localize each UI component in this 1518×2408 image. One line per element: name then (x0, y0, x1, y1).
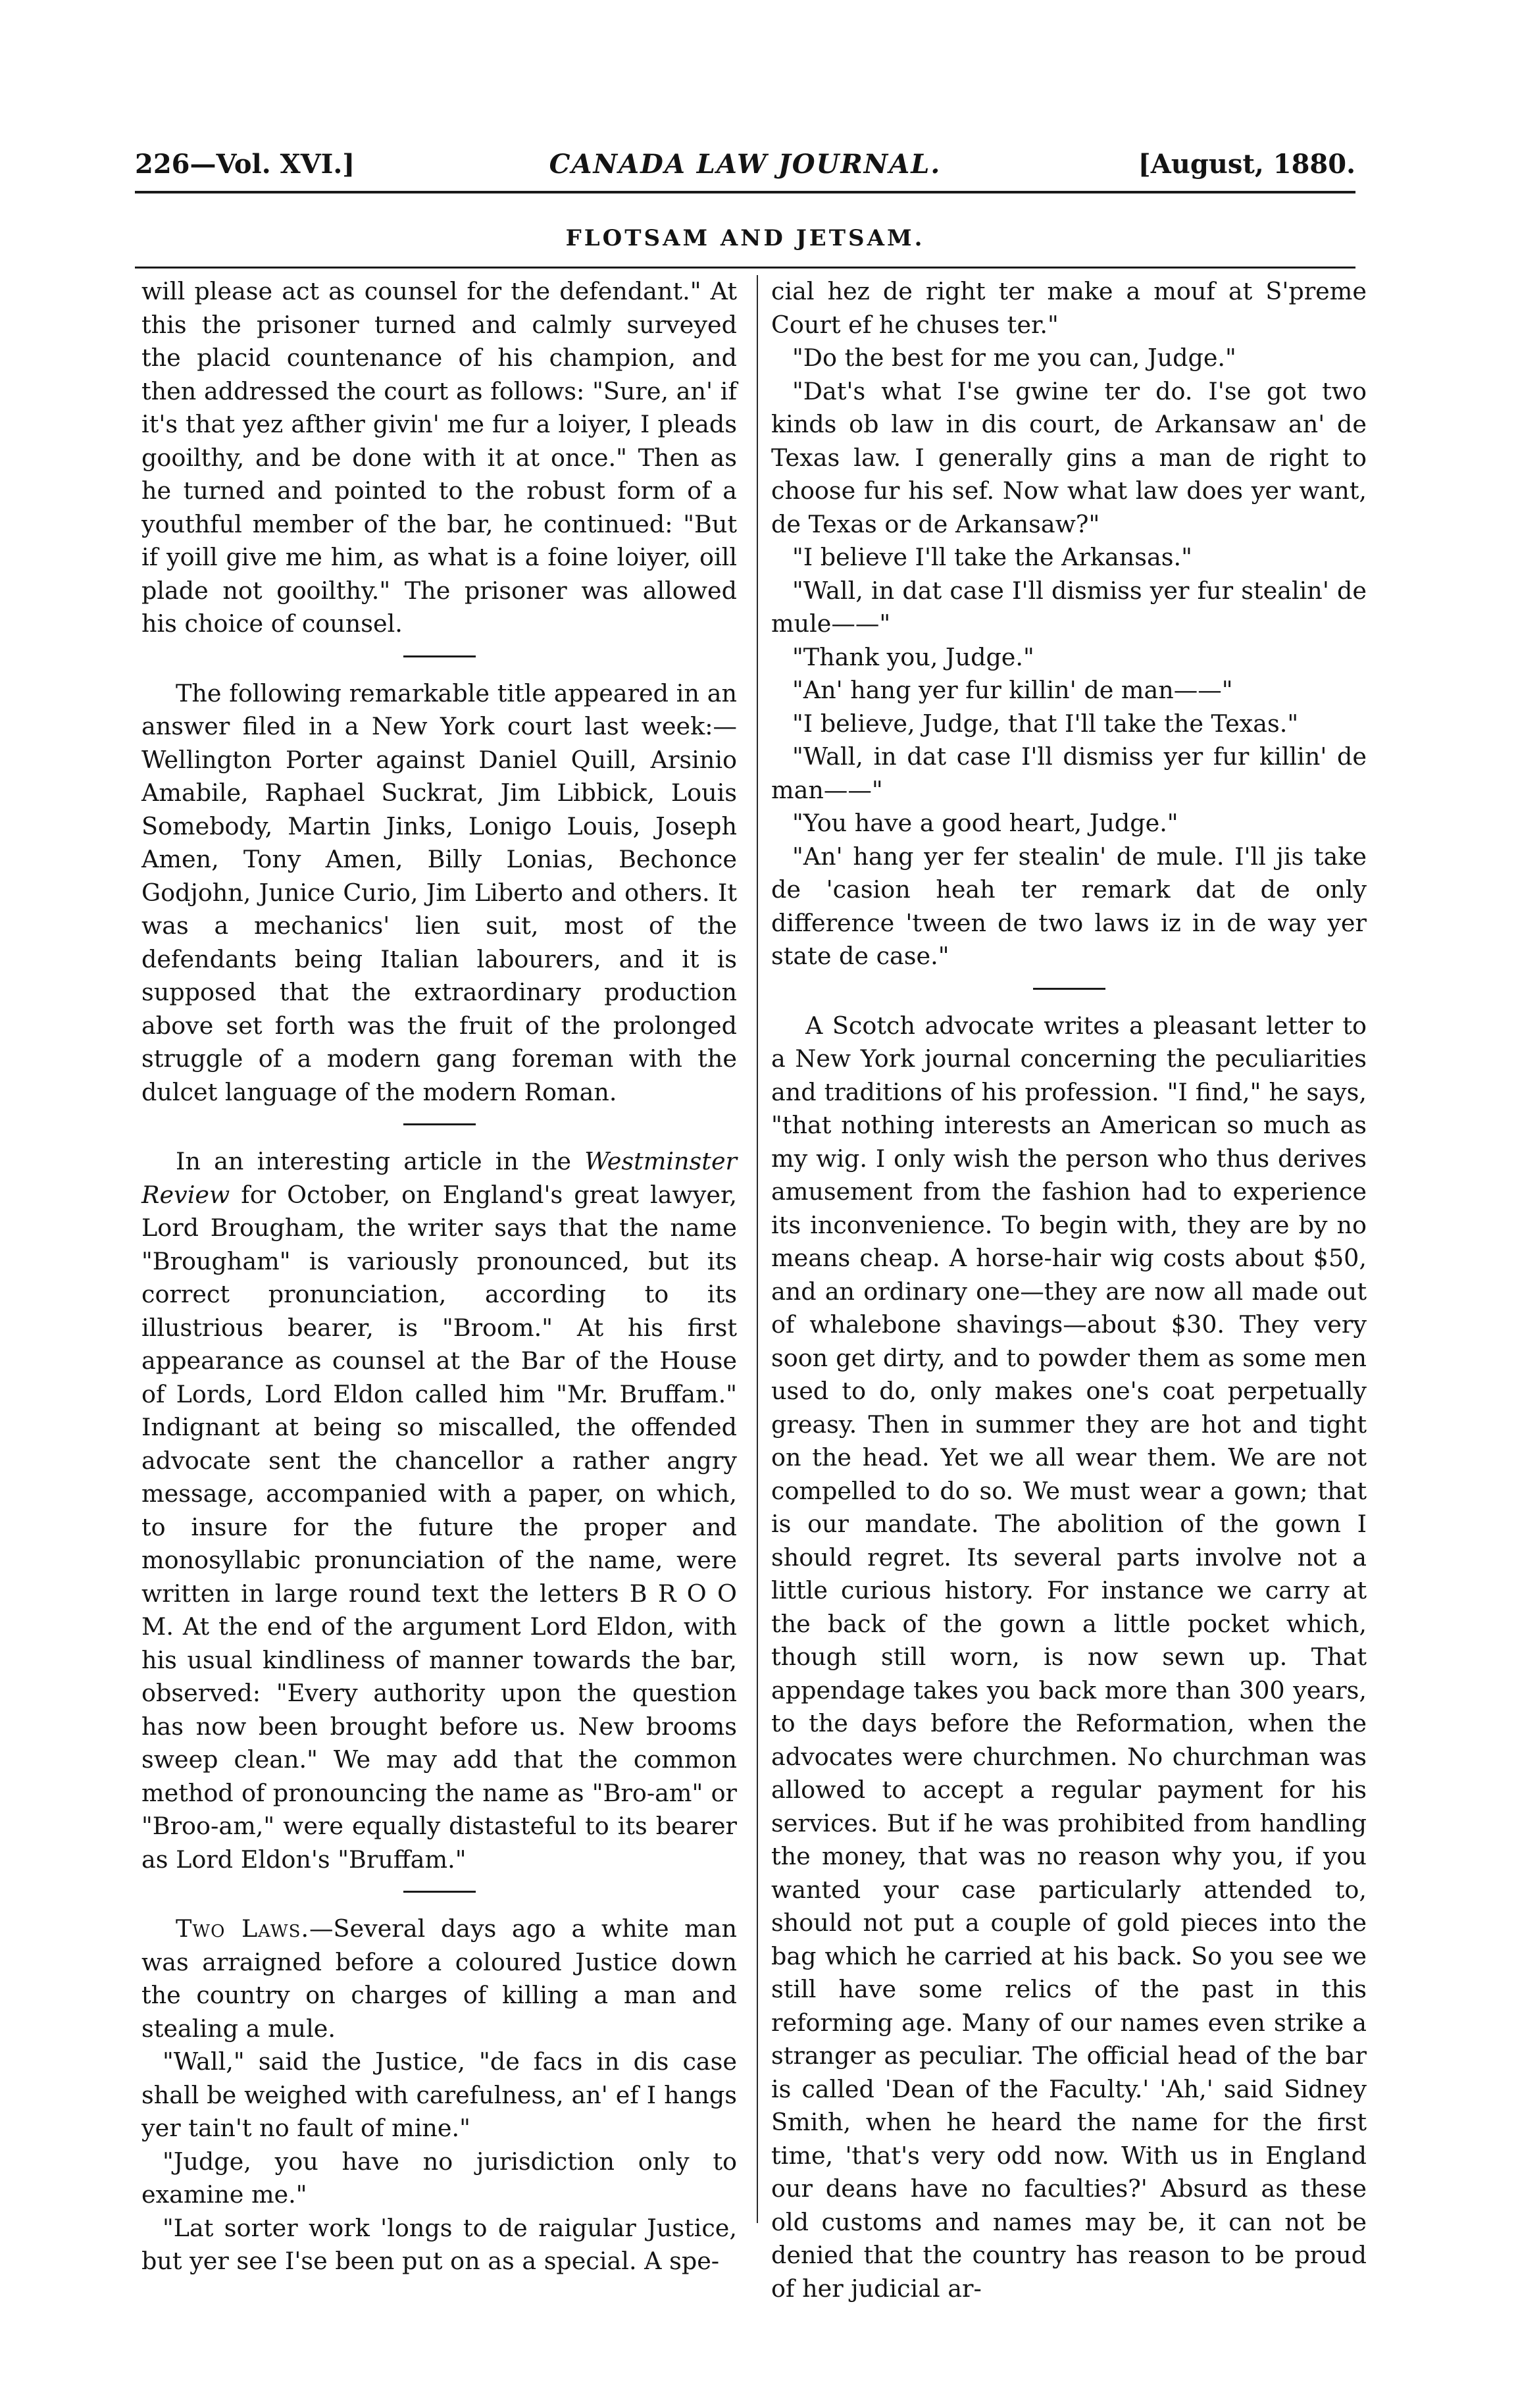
separator-rule (1033, 988, 1105, 990)
section-title: FLOTSAM AND JETSAM. (565, 225, 925, 251)
separator-rule (403, 1123, 476, 1125)
paragraph-dialogue: "I believe I'll take the Arkansas." (792, 543, 1192, 571)
paragraph-dialogue: "Thank you, Judge." (792, 642, 1034, 671)
brougham-text-a: In an interesting article in the (176, 1147, 585, 1175)
two-laws-heading: Two Laws. (176, 1914, 310, 1943)
paragraph-dialogue: "Wall, in dat case I'll dismiss yer fur killin' de man——" (771, 742, 1367, 804)
paragraph-dialogue: "Judge, you have no jurisdiction only to examine me." (141, 2147, 737, 2209)
paragraph-dialogue: "An' hang yer fer stealin' de mule. I'll jis take de 'casion heah ter remark dat de only difference 'tween de two laws iz in de way yer state de case." (771, 842, 1367, 970)
left-column (141, 275, 737, 2275)
paragraph-dialogue: "An' hang yer fur killin' de man——" (792, 676, 1233, 704)
paragraph-dialogue: "You have a good heart, Judge." (792, 809, 1178, 837)
brougham-text-b: for October, on England's great lawyer, Lord Brougham, the writer says that the name "Brougham" is variously pronounced, but its correct pronunciation, according to its illustrious bearer, is "Broom." At his first appearance as counsel at the Bar of the House of Lords, Lord Eldon called him "Mr. Bruffam." Indignant at being so miscalled, the offended advocate sent the chancellor a rather angry message, accompanied with a paper, on which, to insure for the future the proper and monosyllabic pronunciation of the name, were written in large round text the letters B R O O M. At the end of the argument Lord Eldon, with his usual kindliness of manner towards the bar, observed: "Every authority upon the question has now been brought before us. New brooms sweep clean." We may add that the common method of pronouncing the name as "Bro-am" or "Broo-am," were equally distasteful to its bearer as Lord Eldon's "Bruffam." (141, 1180, 737, 1874)
paragraph-two-laws (141, 1912, 737, 2045)
right-column (771, 275, 1367, 2303)
paragraph-scotch-advocate: A Scotch advocate writes a pleasant letter to a New York journal concerning the peculiarities and traditions of his profession. "I find," he says, "that nothing interests an American so much as my wig. I only wish the person who thus derives amusement from the fashion had to experience its inconvenience. To begin with, they are by no means cheap. A horse-hair wig costs about $50, and an ordinary one—they are now all made out of whalebone shavings—about $30. They very soon get dirty, and to powder them as some men used to do, only makes one's coat perpetually greasy. Then in summer they are hot and tight on the head. Yet we all wear them. We are not compelled to do so. We must wear a gown; that is our mandate. The abolition of the gown I should regret. Its several parts involve not a little curious history. For instance we carry at the back of the gown a little pocket which, though still worn, is now sewn up. That appendage takes you back more than 300 years, to the days before the Reformation, when the advocates were churchmen. No churchman was allowed to accept a regular payment for his services. But if he was prohibited from handling the money, that was no reason why you, if you wanted your case particularly attended to, should not put a couple of gold pieces into the bag which he carried at his back. So you see we still have some relics of the past in this reforming age. Many of our names even strike a stranger as peculiar. The official head of the bar is called 'Dean of the Faculty.' 'Ah,' said Sidney Smith, when he heard the name for the first time, 'that's very odd now. With us in England our deans have no faculties?' Absurd as these old customs and names may be, it can not be denied that the country has reason to be proud of her judicial ar- (771, 1011, 1367, 2303)
running-head (135, 146, 1355, 186)
paragraph-dialogue: "Wall," said the Justice, "de facs in dis case shall be weighed with carefulness, an' ef I hangs yer tain't no fault of mine." (141, 2047, 737, 2142)
separator-rule (403, 1891, 476, 1893)
paragraph-dialogue: "I believe, Judge, that I'll take the Texas." (792, 709, 1299, 738)
westminster-review-title: Westminster Review (141, 1147, 737, 1209)
section-rule (135, 267, 1355, 269)
issue-date: [August, 1880. (1138, 149, 1355, 180)
page-volume: 226—Vol. XVI.] (135, 149, 355, 180)
paragraph-dialogue: "Wall, in dat case I'll dismiss yer fur stealin' de mule——" (771, 576, 1367, 638)
two-laws-text: —Several days ago a white man was arraigned before a coloured Justice down the country on charges of killing a man and stealing a mule. (141, 1914, 737, 2043)
paragraph-dialogue: "Do the best for me you can, Judge." (792, 344, 1236, 372)
journal-title: CANADA LAW JOURNAL. (549, 149, 942, 180)
paragraph-dialogue: "Dat's what I'se gwine ter do. I'se got two kinds ob law in dis court, de Arkansaw an' de Texas law. I generally gins a man de right to choose fur his sef. Now what law does yer want, de Texas or de Arkansaw?" (771, 376, 1367, 538)
paragraph-dialogue: "Lat sorter work 'longs to de raigular Justice, but yer see I'se been put on as a special. A spe- (141, 2213, 737, 2275)
separator-rule (403, 655, 476, 657)
header-rule (135, 191, 1355, 193)
paragraph-dialogue-cont: cial hez de right ter make a mouf at S'preme Court ef he chuses ter." (771, 277, 1367, 339)
paragraph-counsel-end: will please act as counsel for the defendant." At this the prisoner turned and calmly surveyed the placid countenance of his champion, and then addressed the court as follows: "Sure, an' if it's that yez afther givin' me fur a loiyer, I pleads gooilthy, and be done with it at once." Then as he turned and pointed to the robust form of a youthful member of the bar, he continued: "But if yoill give me him, as what is a foine loiyer, oill plade not gooilthy." The prisoner was allowed his choice of counsel. (141, 277, 737, 638)
paragraph-remarkable-title: The following remarkable title appeared in an answer filed in a New York court last week:—Wellington Porter against Daniel Quill, Arsinio Amabile, Raphael Suckrat, Jim Libbick, Louis Somebody, Martin Jinks, Lonigo Louis, Joseph Amen, Tony Amen, Billy Lonias, Bechonce Godjohn, Junice Curio, Jim Liberto and others. It was a mechanics' lien suit, most of the defendants being Italian labourers, and it is supposed that the extraordinary production above set forth was the fruit of the prolonged struggle of a modern gang foreman with the dulcet language of the modern Roman. (141, 679, 737, 1106)
column-divider (757, 275, 758, 2223)
paragraph-brougham (141, 1145, 737, 1876)
